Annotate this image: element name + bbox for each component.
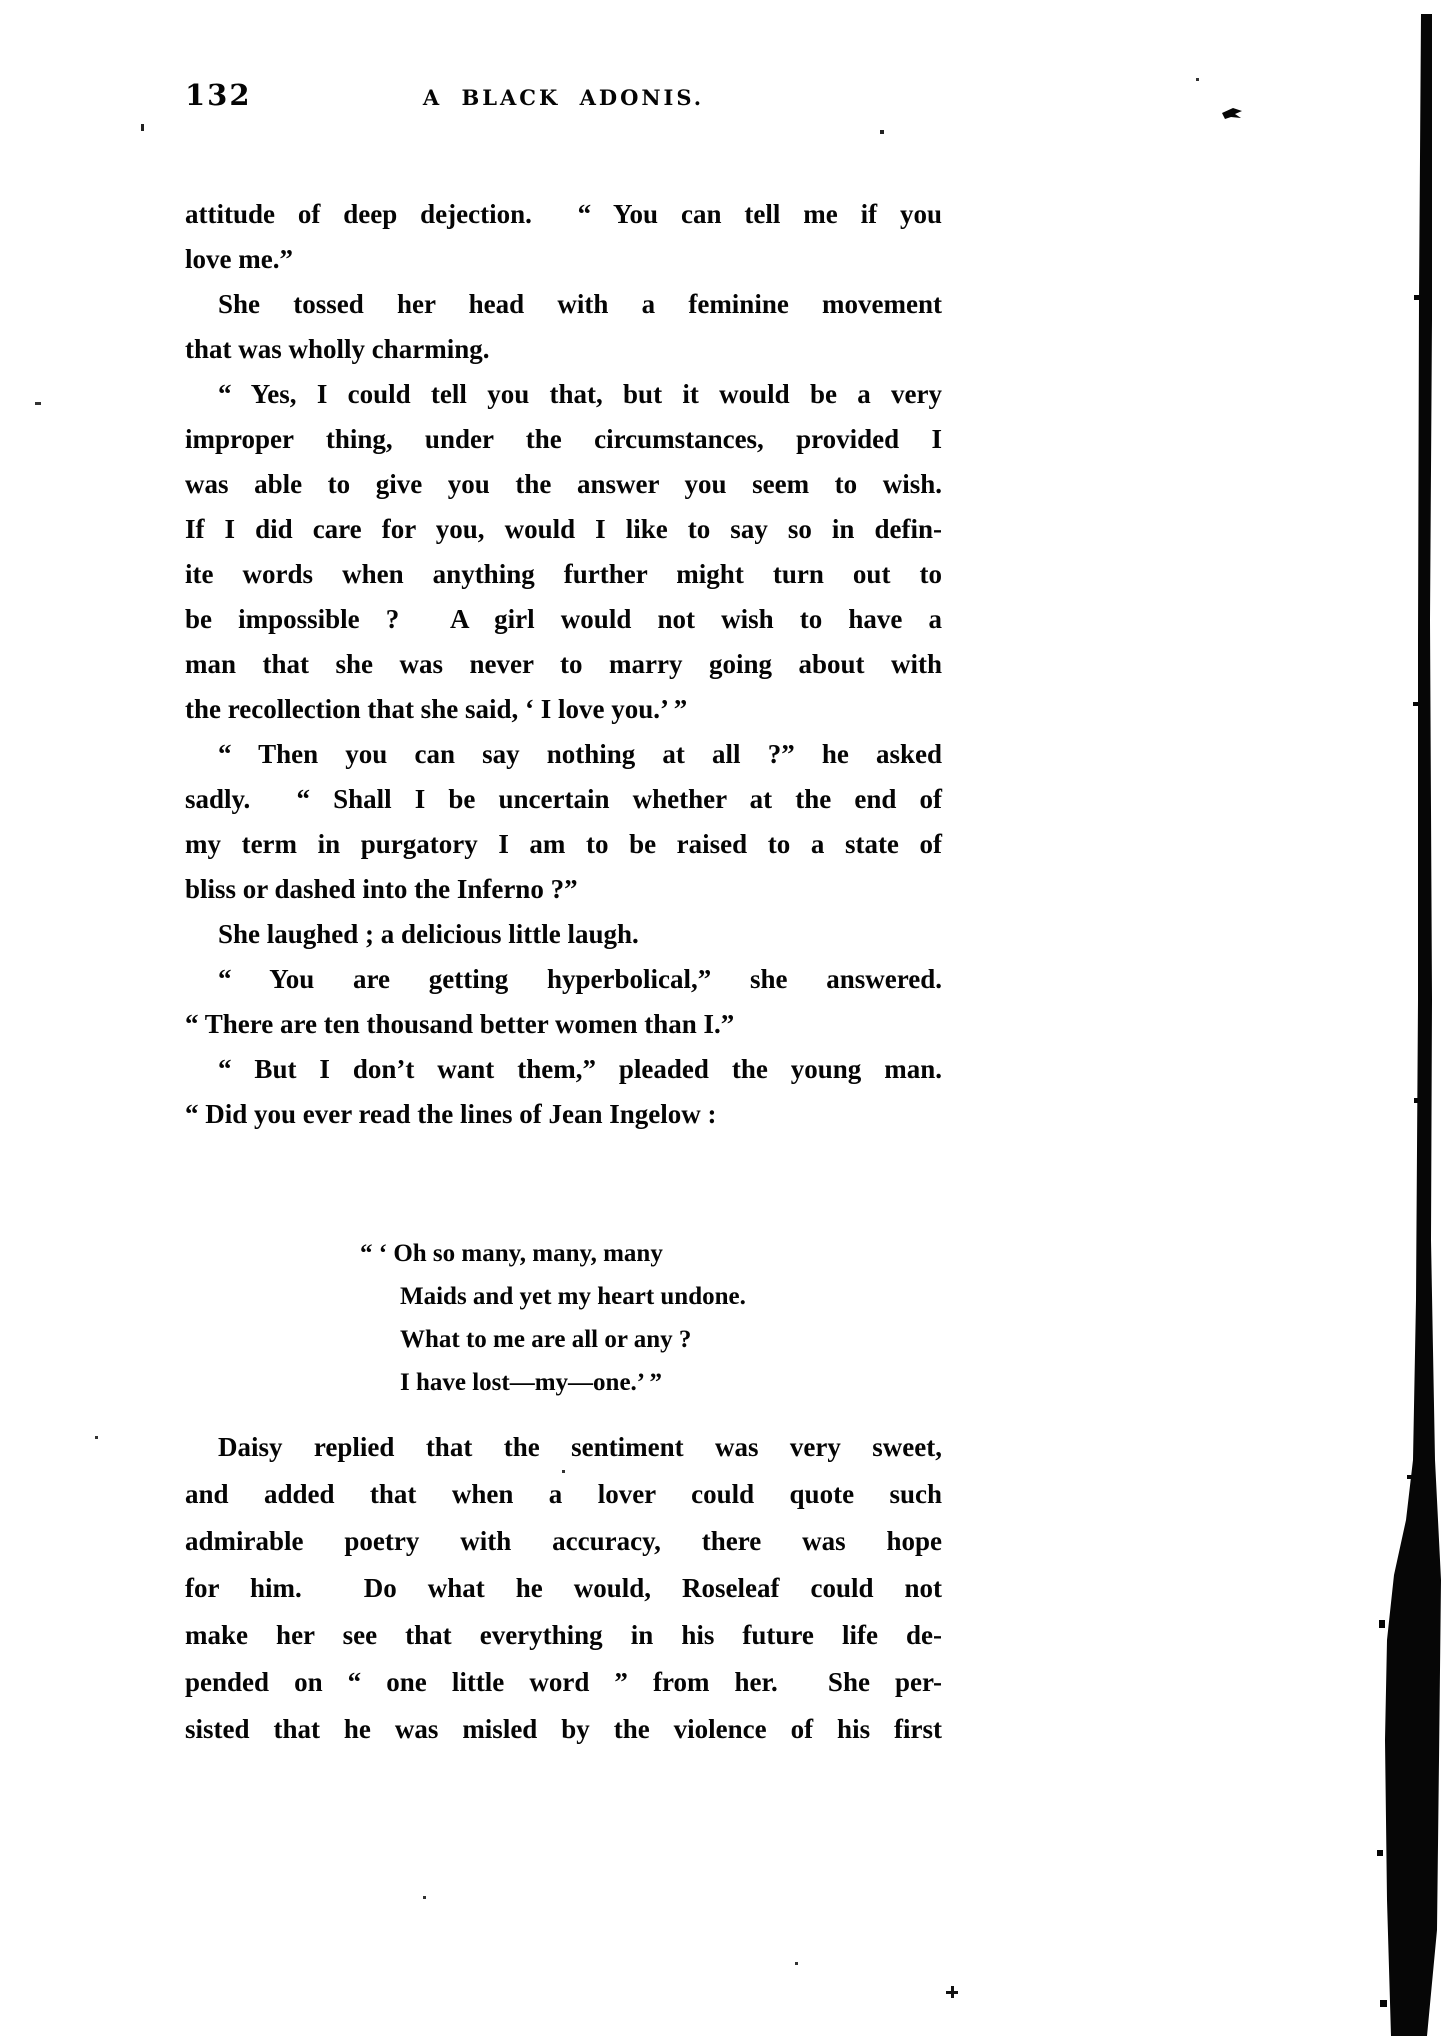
text-line: attitude of deep dejection. “ You can tell me if you bbox=[185, 199, 942, 229]
poem-line: I have lost—my—one.’ ” bbox=[400, 1369, 663, 1396]
poem-line: “ ‘ Oh so many, many, many bbox=[360, 1240, 663, 1267]
text-line: “ Did you ever read the lines of Jean Ingelow : bbox=[185, 1099, 717, 1129]
text-line: be impossible ? A girl would not wish to have a bbox=[185, 604, 942, 634]
page-text bbox=[185, 192, 942, 1753]
text-line: She laughed ; a delicious little laugh. bbox=[218, 919, 639, 949]
text-line: admirable poetry with accuracy, there was hope bbox=[185, 1526, 942, 1556]
text-line: “ Yes, I could tell you that, but it would be a very bbox=[218, 379, 942, 409]
text-line: make her see that everything in his future life de- bbox=[185, 1620, 942, 1650]
text-line: “ But I don’t want them,” pleaded the young man. bbox=[218, 1054, 942, 1084]
poem-line: Maids and yet my heart undone. bbox=[400, 1283, 746, 1310]
text-line: bliss or dashed into the Inferno ?” bbox=[185, 874, 578, 904]
page-number: 132 bbox=[185, 78, 252, 112]
text-line: “ You are getting hyperbolical,” she answered. bbox=[218, 964, 942, 994]
text-line: She tossed her head with a feminine movement bbox=[218, 289, 942, 319]
poem-block bbox=[360, 1232, 942, 1404]
text-line: Daisy replied that the sentiment was very sweet, bbox=[218, 1432, 942, 1462]
text-line: sisted that he was misled by the violence of his first bbox=[185, 1714, 942, 1744]
text-line: for him. Do what he would, Roseleaf could not bbox=[185, 1573, 942, 1603]
page-header bbox=[185, 78, 942, 118]
text-line: pended on “ one little word ” from her. She per- bbox=[185, 1667, 942, 1697]
running-title: A BLACK ADONIS. bbox=[422, 85, 705, 110]
text-line: ite words when anything further might turn out to bbox=[185, 559, 942, 589]
text-line: love me.” bbox=[185, 244, 293, 274]
text-line: “ There are ten thousand better women than I.” bbox=[185, 1009, 735, 1039]
text-line: “ Then you can say nothing at all ?” he asked bbox=[218, 739, 942, 769]
text-line: that was wholly charming. bbox=[185, 334, 490, 364]
text-line: my term in purgatory I am to be raised to a state of bbox=[185, 829, 942, 859]
text-line: improper thing, under the circumstances, provided I bbox=[185, 424, 942, 454]
text-line: and added that when a lover could quote such bbox=[185, 1479, 942, 1509]
text-line: was able to give you the answer you seem to wish. bbox=[185, 469, 942, 499]
poem-line: What to me are all or any ? bbox=[400, 1326, 692, 1353]
text-line: man that she was never to marry going about with bbox=[185, 649, 942, 679]
binding-shadow bbox=[1385, 14, 1441, 2036]
text-line: the recollection that she said, ‘ I love you.’ ” bbox=[185, 694, 688, 724]
text-line: sadly. “ Shall I be uncertain whether at the end of bbox=[185, 784, 942, 814]
speck-mark bbox=[1222, 108, 1242, 119]
text-line: If I did care for you, would I like to say so in defin- bbox=[185, 514, 942, 544]
